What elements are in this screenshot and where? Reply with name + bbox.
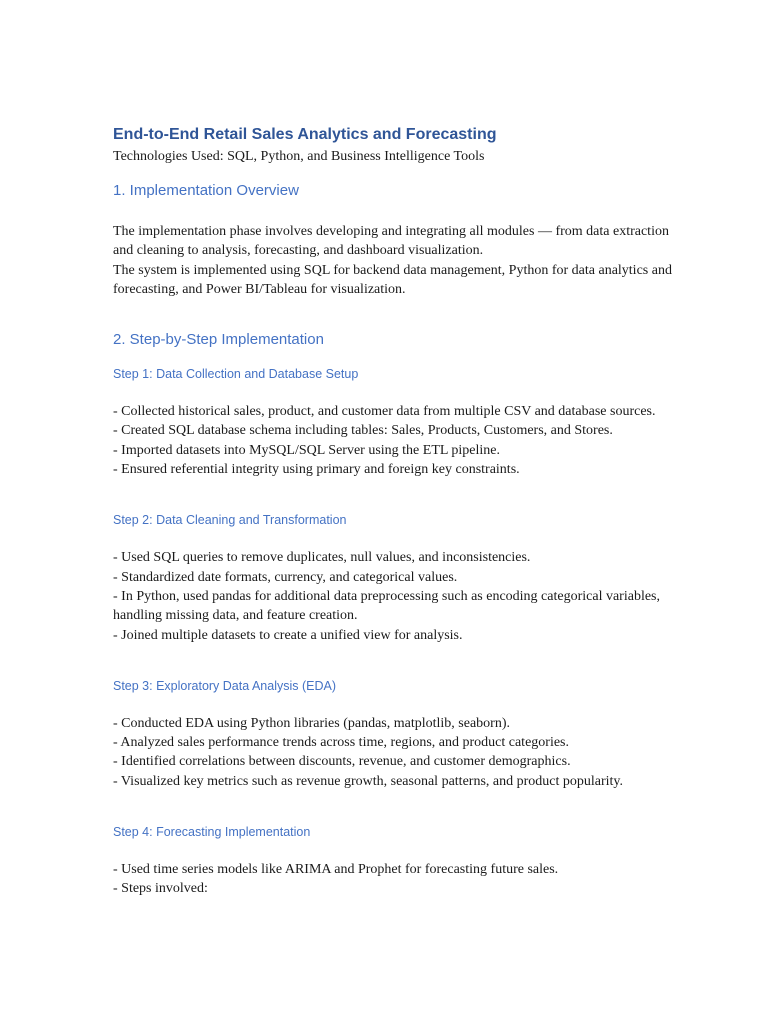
- step-1-body: [113, 402, 673, 479]
- overview-body: [113, 222, 673, 299]
- document-subtitle: Technologies Used: SQL, Python, and Business Intelligence Tools: [113, 149, 485, 164]
- step-4-body: [113, 860, 673, 899]
- overview-paragraph: The system is implemented using SQL for backend data management, Python for data analytics and forecasting, and Power BI/Tableau for visualization.: [113, 262, 672, 297]
- section-heading-overview: 1. Implementation Overview: [113, 182, 299, 199]
- step-heading-3: Step 3: Exploratory Data Analysis (EDA): [113, 678, 337, 693]
- document-page: [113, 124, 673, 899]
- bullet-line: - Ensured referential integrity using primary and foreign key constraints.: [113, 462, 520, 478]
- step-heading-4: Step 4: Forecasting Implementation: [113, 825, 311, 840]
- section-heading-steps: 2. Step-by-Step Implementation: [113, 331, 324, 349]
- step-heading-1: Step 1: Data Collection and Database Setup: [113, 367, 359, 382]
- bullet-line: - In Python, used pandas for additional data preprocessing such as encoding categorical variables, handling missing data, and feature creation.: [113, 588, 660, 624]
- bullet-line: - Identified correlations between discounts, revenue, and customer demographics.: [113, 754, 571, 770]
- bullet-line: - Conducted EDA using Python libraries (pandas, matplotlib, seaborn).: [113, 715, 510, 731]
- bullet-line: - Steps involved:: [113, 881, 208, 897]
- bullet-line: - Analyzed sales performance trends across time, regions, and product categories.: [113, 735, 569, 751]
- step-2-body: [113, 548, 673, 644]
- bullet-line: - Created SQL database schema including tables: Sales, Products, Customers, and Stores.: [113, 423, 613, 439]
- bullet-line: - Standardized date formats, currency, and categorical values.: [113, 569, 458, 585]
- bullet-line: - Used SQL queries to remove duplicates, null values, and inconsistencies.: [113, 550, 531, 566]
- bullet-line: - Used time series models like ARIMA and Prophet for forecasting future sales.: [113, 862, 559, 878]
- bullet-line: - Visualized key metrics such as revenue growth, seasonal patterns, and product popularity.: [113, 773, 624, 789]
- overview-paragraph: The implementation phase involves developing and integrating all modules — from data extraction and cleaning to analysis, forecasting, and dashboard visualization.: [113, 224, 669, 259]
- step-heading-2: Step 2: Data Cleaning and Transformation: [113, 513, 347, 528]
- document-title: End-to-End Retail Sales Analytics and Forecasting: [113, 126, 497, 143]
- step-3-body: [113, 714, 673, 791]
- bullet-line: - Collected historical sales, product, and customer data from multiple CSV and database sources.: [113, 404, 656, 420]
- bullet-line: - Imported datasets into MySQL/SQL Server using the ETL pipeline.: [113, 442, 501, 458]
- bullet-line: - Joined multiple datasets to create a unified view for analysis.: [113, 627, 463, 643]
